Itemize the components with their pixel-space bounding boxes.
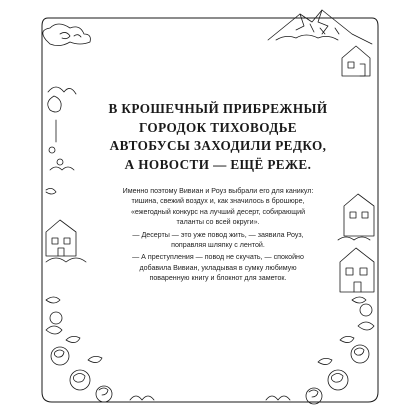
paragraph [108, 252, 328, 283]
paragraph-line: Именно поэтому Вивиан и Роуз выбрали его для каникул: [122, 187, 314, 195]
paragraph-line: — А преступления — повод не скучать, — спокойно [132, 253, 304, 262]
mountain-icon [268, 10, 372, 44]
cloud-swirl-icon [43, 24, 91, 46]
right-houses-icon [338, 194, 374, 292]
paragraph-line: «ежегодный конкурс на лучший десерт, собирающий [130, 207, 306, 216]
heading-line: АВТОБУСЫ ЗАХОДИЛИ РЕДКО, [109, 138, 327, 153]
chapter-opening-heading [108, 100, 328, 174]
paragraph-line: — Десерты — это уже повод жить, — заявила Роуз, [132, 230, 304, 239]
roses-right-icon [306, 297, 374, 404]
paragraph-line: поваренную книгу и блокнот для заметок. [149, 274, 287, 283]
left-foliage-icon [46, 87, 76, 194]
paragraph [108, 186, 328, 228]
text-block [108, 100, 328, 286]
paragraph [108, 230, 328, 251]
heading-line: ГОРОДОК ТИХОВОДЬЕ [138, 119, 298, 135]
bottom-foliage-icon [130, 396, 290, 400]
paragraph-line: тишина, свежий воздух и, как значилось в брошюре, [131, 197, 305, 206]
left-house-icon [46, 220, 86, 262]
paragraph-line: добавила Вивиан, укладывая в сумку любимую [139, 263, 297, 272]
paragraph-line: таланты со всей округи». [176, 218, 260, 227]
roses-left-icon [46, 297, 112, 402]
cottage-icon [342, 46, 370, 76]
heading-line: А НОВОСТИ — ЕЩЁ РЕЖЕ. [124, 156, 312, 172]
paragraph-line: поправляя шляпку с лентой. [171, 241, 265, 250]
heading-line: В КРОШЕЧНЫЙ ПРИБРЕЖНЫЙ [108, 101, 328, 116]
